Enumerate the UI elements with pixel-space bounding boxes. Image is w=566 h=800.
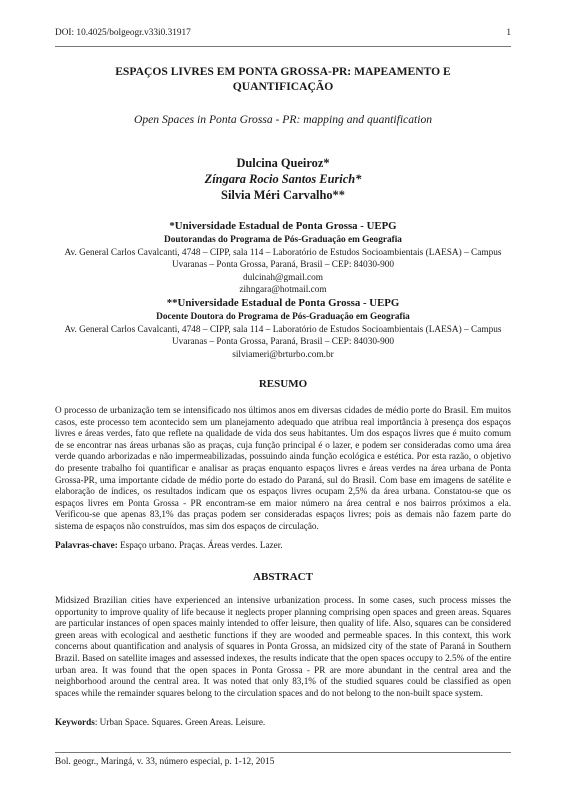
- running-header: [55, 28, 511, 42]
- affiliation-2-address-line-1: Av. General Carlos Cavalcanti, 4748 – CIPP, sala 114 – Laboratório de Estudos Socioambientais (LAESA) – Campus: [64, 324, 502, 335]
- resumo-keywords: [55, 540, 511, 552]
- affiliation-1-email-2[interactable]: zihngara@hotmail.com: [239, 285, 327, 296]
- abstract-heading: ABSTRACT: [253, 571, 313, 583]
- affiliation-1-email-1[interactable]: dulcinah@gmail.com: [242, 272, 324, 283]
- affiliation-2-program: Docente Doutora do Programa de Pós-Graduação em Geografia: [156, 312, 410, 323]
- paper-title: [55, 64, 511, 94]
- resumo-keywords-label: Palavras-chave:: [55, 540, 118, 550]
- affiliation-1-address-line-2: Uvaranas – Ponta Grossa, Paraná, Brasil – CEP: 84030-900: [171, 260, 395, 271]
- page-number: 1: [506, 28, 511, 38]
- affiliation-2-address-line-2: Uvaranas – Ponta Grossa, Paraná, Brasil – CEP: 84030-900: [171, 337, 395, 348]
- title-line-1: ESPAÇOS LIVRES EM PONTA GROSSA-PR: MAPEAMENTO E: [115, 65, 451, 78]
- affiliation-1-program: Doutorandas do Programa de Pós-Graduação em Geografia: [164, 235, 402, 246]
- affiliation-1-university: *Universidade Estadual de Ponta Grossa - UEPG: [169, 220, 397, 232]
- footer-divider: [55, 752, 511, 753]
- abstract-keywords-text: : Urban Space. Squares. Green Areas. Leisure.: [94, 717, 266, 727]
- author-list: [55, 155, 511, 203]
- author-3: Silvia Méri Carvalho**: [221, 188, 345, 202]
- affiliation-1-address-line-1: Av. General Carlos Cavalcanti, 4748 – CIPP, sala 114 – Laboratório de Estudos Socioambientais (LAESA) – Campus: [64, 247, 502, 258]
- resumo-body: O processo de urbanização tem se intensificado nos últimos anos em diversas cidades de médio porte do Brasil. Em muitos casos, este processo tem acontecido sem um planejamento adequado que atribua real importância à presença dos espaços livres e áreas verdes, fato que reflete na qualidade de vida dos seus habitantes. Um dos espaços livres que é muito comum de se encontrar nas áreas urbanas são as praças, cuja função principal é o lazer, e podem ser consideradas como uma área verde quando arborizadas e não impermeabilizadas, possuindo ainda função ecológica e estética. Por esta razão, o objetivo do presente trabalho foi quantificar e analisar as praças enquanto espaços livres e áreas verdes na área urbana de Ponta Grossa-PR, uma importante cidade de médio porte do estado do Paraná, sul do Brasil. Com base em imagens de satélite e elaboração de índices, os resultados indicam que os espaços livres ocupam 2,5% da área urbana. Constatou-se que os espaços livres em Ponta Grossa - PR encontram-se em maior número na área central e nos bairros próximos a ela. Verificou-se que apenas 83,1% das praças podem ser consideradas espaços livres; pois as demais não fazem parte do sistema de espaços não construídos, mas sim dos espaços de circulação.: [55, 405, 511, 531]
- affiliation-1: [55, 220, 511, 296]
- resumo-heading: RESUMO: [258, 378, 308, 390]
- affiliation-2-email[interactable]: silviameri@brturbo.com.br: [232, 349, 334, 360]
- abstract-keywords: [55, 717, 511, 729]
- affiliation-2: [55, 297, 511, 361]
- header-divider: [55, 46, 511, 47]
- title-line-2: QUANTIFICAÇÃO: [232, 80, 334, 93]
- abstract-keywords-label: Keywords: [55, 717, 95, 727]
- author-1: Dulcina Queiroz*: [236, 156, 330, 170]
- author-2: Zíngara Rocio Santos Eurich*: [204, 172, 362, 186]
- english-title: Open Spaces in Ponta Grossa - PR: mapping and quantification: [133, 113, 433, 126]
- resumo-keywords-text: Espaço urbano. Praças. Áreas verdes. Lazer.: [120, 540, 283, 550]
- footer-citation: Bol. geogr., Maringá, v. 33, número especial, p. 1-12, 2015: [55, 757, 275, 767]
- doi-text[interactable]: DOI: 10.4025/bolgeogr.v33i0.31917: [55, 28, 191, 38]
- affiliation-2-university: **Universidade Estadual de Ponta Grossa - UEPG: [166, 297, 400, 309]
- abstract-body: Midsized Brazilian cities have experienced an intensive urbanization process. In some cases, such process misses the opportunity to improve quality of life because it neglects proper planning comprising open spaces and green areas. Squares are particular instances of open spaces mainly intended to offer leisure, then quality of life. Also, squares can be considered green areas with ecological and aesthetic functions if they are wooded and permeable spaces. In this context, this work concerns about quantification and analysis of squares in Ponta Grossa, an midsized city of the state of Paraná in Southern Brazil. Based on satellite images and assessed indexes, the results indicate that the open spaces occupy to 2.5% of the entire urban area. It was found that the open spaces in Ponta Grossa - PR are more abundant in the central area and the neighborhood around the central area. It was noted that only 83,1% of the studied squares could be classified as open spaces while the remainder squares belong to the circulation spaces and do not belong to the non-built space system.: [55, 595, 511, 698]
